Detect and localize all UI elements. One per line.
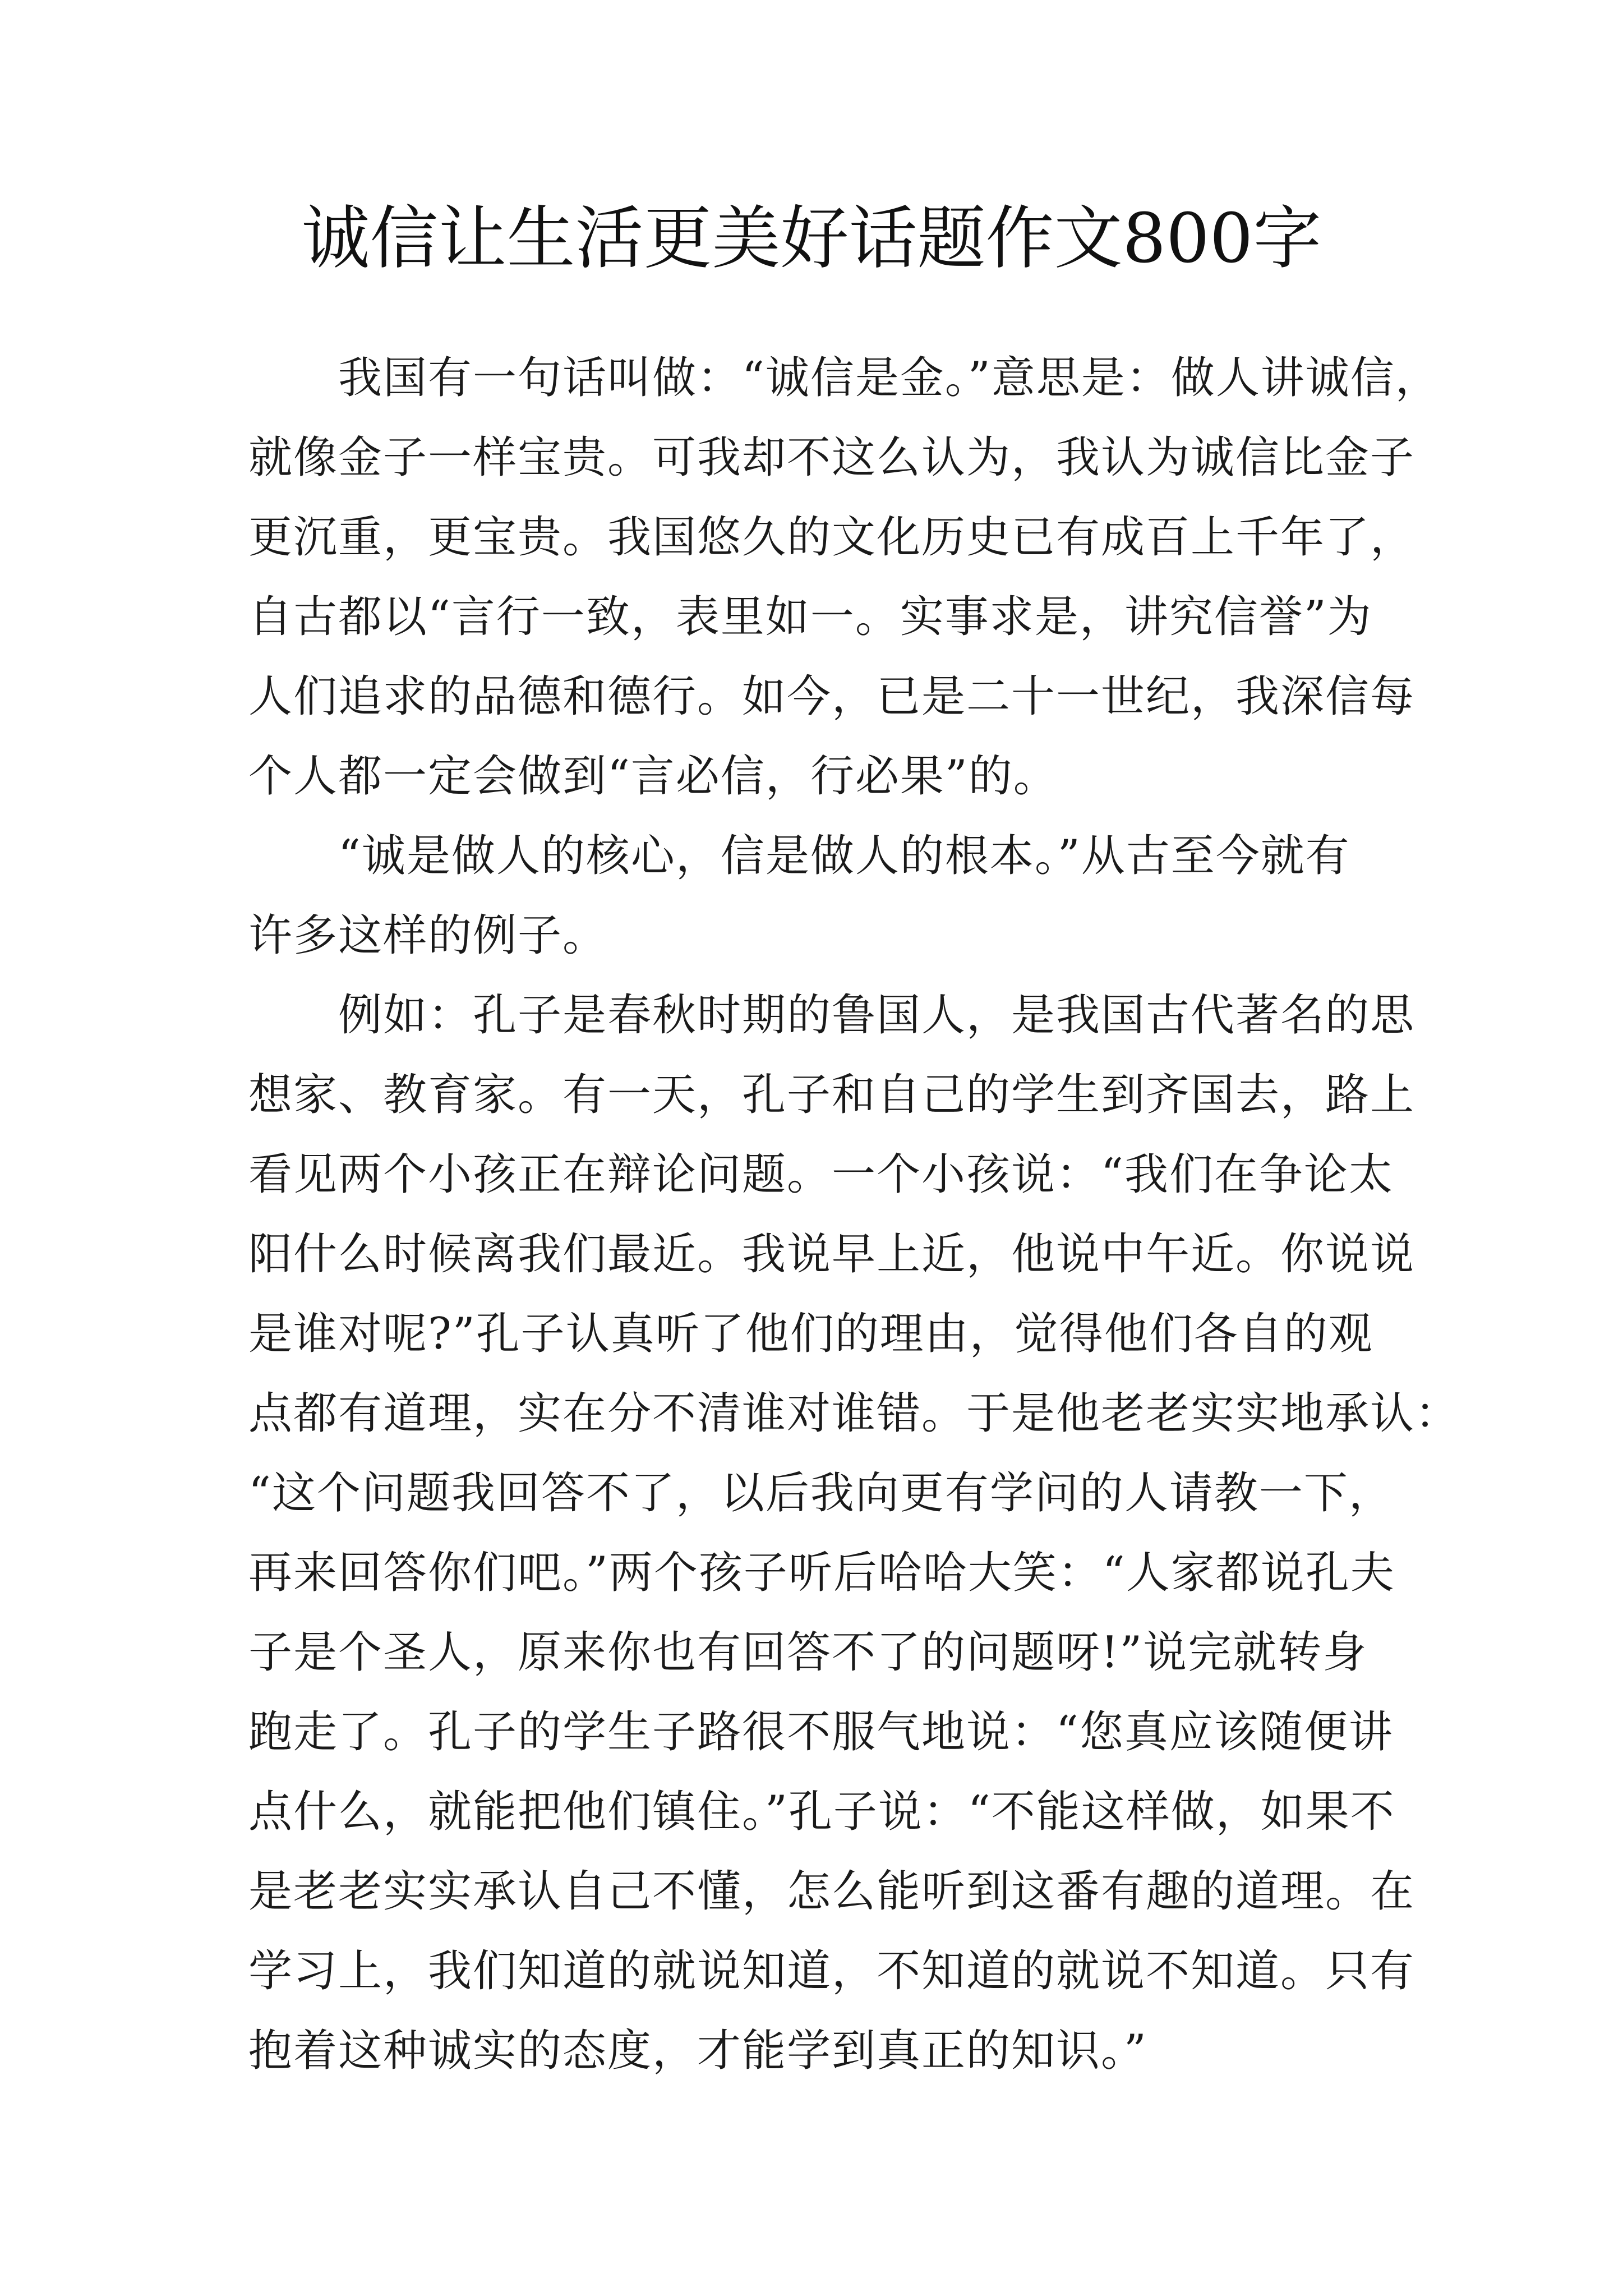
paragraph-1-line-3: 更沉重，更宝贵。我国悠久的文化历史已有成百上千年了， bbox=[248, 512, 1415, 563]
document-title: 诚信让生活更美好话题作文800字 bbox=[301, 199, 1322, 278]
paragraph-3-line-7: “这个问题我回答不了，以后我向更有学问的人请教一下， bbox=[248, 1468, 1394, 1519]
paragraph-1-line-5: 人们追求的品德和德行。如今，已是二十一世纪，我深信每 bbox=[248, 671, 1415, 722]
paragraph-3-line-9: 子是个圣人，原来你也有回答不了的问题呀!”说完就转身 bbox=[248, 1627, 1368, 1678]
paragraph-1-line-2: 就像金子一样宝贵。可我却不这么认为，我认为诚信比金子 bbox=[248, 432, 1415, 483]
paragraph-3-line-1: 例如：孔子是春秋时期的鲁国人，是我国古代著名的思 bbox=[338, 990, 1415, 1041]
paragraph-2-line-2: 许多这样的例子。 bbox=[248, 910, 608, 961]
paragraph-1-line-6: 个人都一定会做到“言必信，行必果”的。 bbox=[248, 751, 1058, 802]
paragraph-3-line-4: 阳什么时候离我们最近。我说早上近，他说中午近。你说说 bbox=[248, 1229, 1415, 1280]
paragraph-3-line-12: 是老老实实承认自己不懂，怎么能听到这番有趣的道理。在 bbox=[248, 1866, 1415, 1917]
paragraph-2-line-1: “诚是做人的核心，信是做人的根本。”从古至今就有 bbox=[338, 831, 1350, 881]
paragraph-3-line-5: 是谁对呢?”孔子认真听了他们的理由，觉得他们各自的观 bbox=[248, 1309, 1373, 1359]
paragraph-3-line-11: 点什么，就能把他们镇住。”孔子说：“不能这样做，如果不 bbox=[248, 1787, 1395, 1837]
paragraph-1-line-4: 自古都以“言行一致，表里如一。实事求是，讲究信誉”为 bbox=[248, 592, 1372, 642]
document-body bbox=[248, 338, 1460, 2091]
paragraph-3-line-14: 抱着这种诚实的态度，才能学到真正的知识。” bbox=[248, 2026, 1147, 2076]
paragraph-3-line-6: 点都有道理，实在分不清谁对谁错。于是他老老实实地承认： bbox=[248, 1388, 1460, 1439]
paragraph-3-line-13: 学习上，我们知道的就说知道，不知道的就说不知道。只有 bbox=[248, 1946, 1415, 1996]
paragraph-1-line-1: 我国有一句话叫做：“诚信是金。”意思是：做人讲诚信， bbox=[338, 353, 1440, 403]
paragraph-3-line-3: 看见两个小孩正在辩论问题。一个小孩说：“我们在争论太 bbox=[248, 1149, 1394, 1200]
paragraph-3-line-10: 跑走了。孔子的学生子路很不服气地说：“您真应该随便讲 bbox=[248, 1707, 1394, 1757]
paragraph-3-line-2: 想家、教育家。有一天，孔子和自己的学生到齐国去，路上 bbox=[248, 1070, 1415, 1120]
paragraph-3-line-8: 再来回答你们吧。”两个孩子听后哈哈大笑：“人家都说孔夫 bbox=[248, 1548, 1395, 1598]
